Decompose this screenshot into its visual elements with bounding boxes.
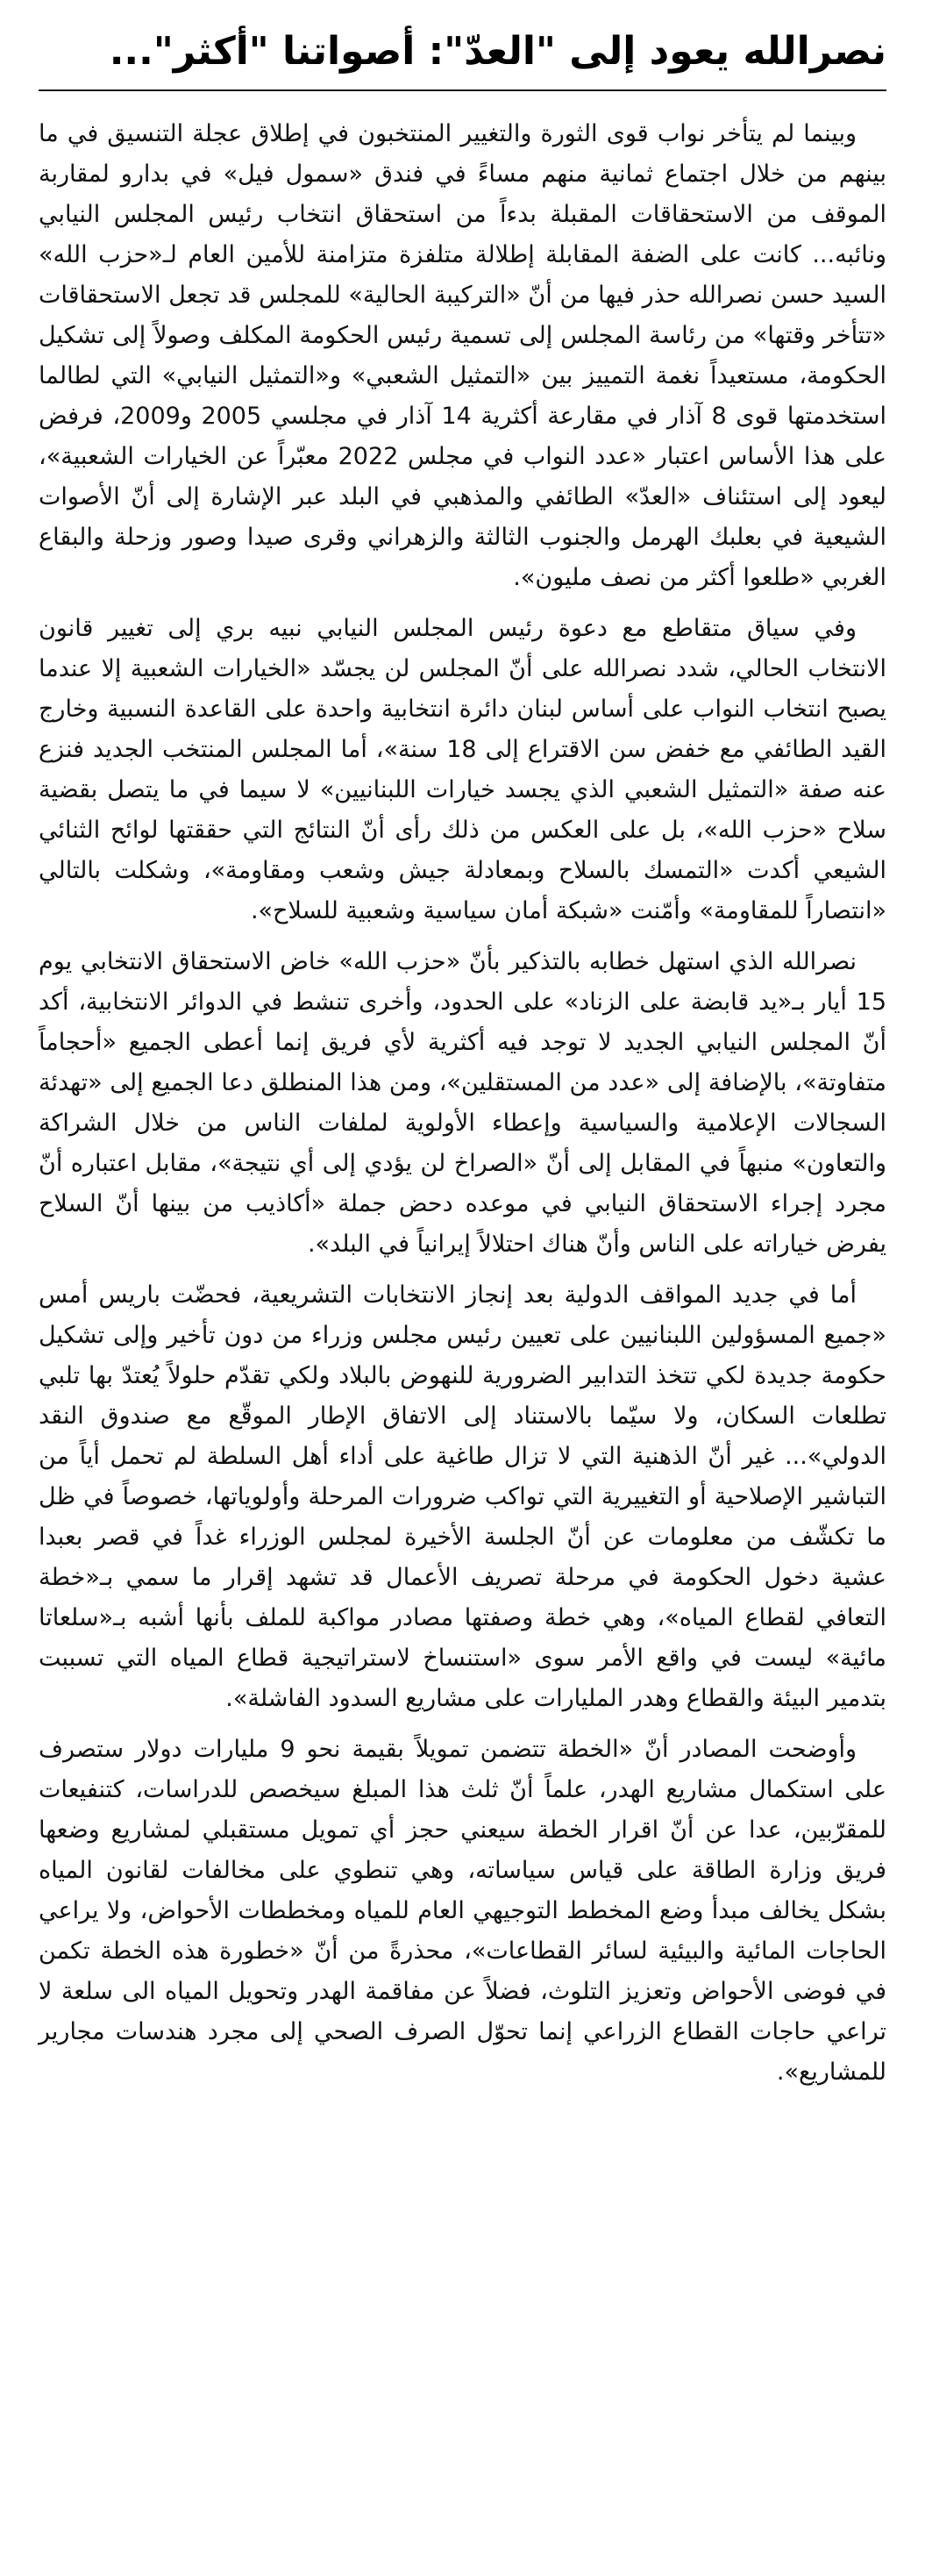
article-paragraph: نصرالله الذي استهل خطابه بالتذكير بأنّ «حزب الله» خاض الاستحقاق الانتخابي يوم 15 أيار بـ«يد قابضة على الزناد» على الحدود، وأخرى تنشط في الدوائر الانتخابية، أكد أنّ المجلس النيابي الجديد لا توجد فيه أكثرية لأي فريق إنما أعطى الجميع «أحجاماً متفاوتة»، بالإضافة إلى «عدد من المستقلين»، ومن هذا المنطلق دعا الجميع إلى «تهدئة السجالات الإعلامية والسياسية وإعطاء الأولوية لملفات الناس من خلال الشراكة والتعاون» منبهاً في المقابل إلى أنّ «الصراخ لن يؤدي إلى أي نتيجة»، مقابل اعتباره أنّ مجرد إجراء الاستحقاق النيابي في موعده دحض جملة «أكاذيب من بينها أنّ السلاح يفرض خياراته على الناس وأنّ هناك احتلالاً إيرانياً في البلد».: [39, 948, 886, 1258]
article-headline: نصرالله يعود إلى "العدّ": أصواتنا "أكثر"...: [39, 26, 886, 91]
article-paragraph: وأوضحت المصادر أنّ «الخطة تتضمن تمويلاً بقيمة نحو 9 مليارات دولار ستصرف على استكمال مشاريع الهدر، علماً أنّ ثلث هذا المبلغ سيخصص للدراسات، كتنفيعات للمقرّبين، عدا عن أنّ اقرار الخطة سيعني حجز أي تمويل مستقبلي لمشاريع وضعها فريق وزارة الطاقة على قياس سياساته، وهي تنطوي على مخالفات لقانون المياه بشكل يخالف مبدأ وضع المخطط التوجيهي العام للمياه ومخططات الأحواض، ولا يراعي الحاجات المائية والبيئية لسائر القطاعات»، محذرةً من أنّ «خطورة هذه الخطة تكمن في فوضى الأحواض وتعزيز التلوث، فضلاً عن مفاقمة الهدر وتحويل المياه الى سلعة لا تراعي حاجات القطاع الزراعي إنما تحوّل الصرف الصحي إلى مجرد هندسات مجارير للمشاريع».: [39, 1736, 886, 2086]
article-paragraph: وفي سياق متقاطع مع دعوة رئيس المجلس النيابي نبيه بري إلى تغيير قانون الانتخاب الحالي، شدد نصرالله على أنّ المجلس لن يجسّد «الخيارات الشعبية إلا عندما يصبح انتخاب النواب على أساس لبنان دائرة انتخابية واحدة على القاعدة النسبية وخارج القيد الطائفي مع خفض سن الاقتراع إلى 18 سنة»، أما المجلس المنتخب الجديد فنزع عنه صفة «التمثيل الشعبي الذي يجسد خيارات اللبنانيين» لا سيما في ما يتصل بقضية سلاح «حزب الله»، بل على العكس من ذلك رأى أنّ النتائج التي حققتها لوائح الثنائي الشيعي أكدت «التمسك بالسلاح وبمعادلة جيش وشعب ومقاومة»، وشكلت بالتالي «انتصاراً للمقاومة» وأمّنت «شبكة أمان سياسية وشعبية للسلاح».: [39, 615, 886, 924]
article-paragraph: أما في جديد المواقف الدولية بعد إنجاز الانتخابات التشريعية، فحضّت باريس أمس «جميع المسؤولين اللبنانيين على تعيين رئيس مجلس وزراء من دون تأخير وإلى تشكيل حكومة جديدة لكي تتخذ التدابير الضرورية للنهوض بالبلاد ولكي تقدّم حلولاً يُعتدّ بها تلبي تطلعات السكان، ولا سيّما بالاستناد إلى الاتفاق الإطار الموقّع مع صندوق النقد الدولي»... غير أنّ الذهنية التي لا تزال طاغية على أداء أهل السلطة لم تحمل أياً من التباشير الإصلاحية أو التغييرية التي تواكب ضرورات المرحلة وأولوياتها، خصوصاً في ظل ما تكشّف من معلومات عن أنّ الجلسة الأخيرة لمجلس الوزراء غداً في قصر بعبدا عشية دخول الحكومة في مرحلة تصريف الأعمال قد تشهد إقرار ما سمي بـ«خطة التعافي لقطاع المياه»، وهي خطة وصفتها مصادر مواكبة للملف بأنها أشبه بـ«سلعاتا مائية» ليست في واقع الأمر سوى «استنساخ لاستراتيجية قطاع المياه التي تسببت بتدمير البيئة والقطاع وهدر المليارات على مشاريع السدود الفاشلة».: [39, 1281, 886, 1712]
article-paragraph: وبينما لم يتأخر نواب قوى الثورة والتغيير المنتخبون في إطلاق عجلة التنسيق في ما بينهم من خلال اجتماع ثمانية منهم مساءً في فندق «سمول فيل» في بدارو لمقاربة الموقف من الاستحقاقات المقبلة بدءاً من استحقاق انتخاب رئيس المجلس النيابي ونائبه... كانت على الضفة المقابلة إطلالة متلفزة متزامنة للأمين العام لـ«حزب الله» السيد حسن نصرالله حذر فيها من أنّ «التركيبة الحالية» للمجلس قد تجعل الاستحقاقات «تتأخر وقتها» من رئاسة المجلس إلى تسمية رئيس الحكومة المكلف وصولاً إلى تشكيل الحكومة، مستعيداً نغمة التمييز بين «التمثيل الشعبي» و«التمثيل النيابي» التي لطالما استخدمتها قوى 8 آذار في مقارعة أكثرية 14 آذار في مجلسي 2005 و2009، فرفض على هذا الأساس اعتبار «عدد النواب في مجلس 2022 معبّراً عن الخيارات الشعبية»، ليعود إلى استئناف «العدّ» الطائفي والمذهبي في البلد عبر الإشارة إلى أنّ الأصوات الشيعية في بعلبك الهرمل والجنوب الثالثة والزهراني وقرى صيدا وصور وزحلة والبقاع الغربي «طلعوا أكثر من نصف مليون».: [39, 120, 886, 591]
